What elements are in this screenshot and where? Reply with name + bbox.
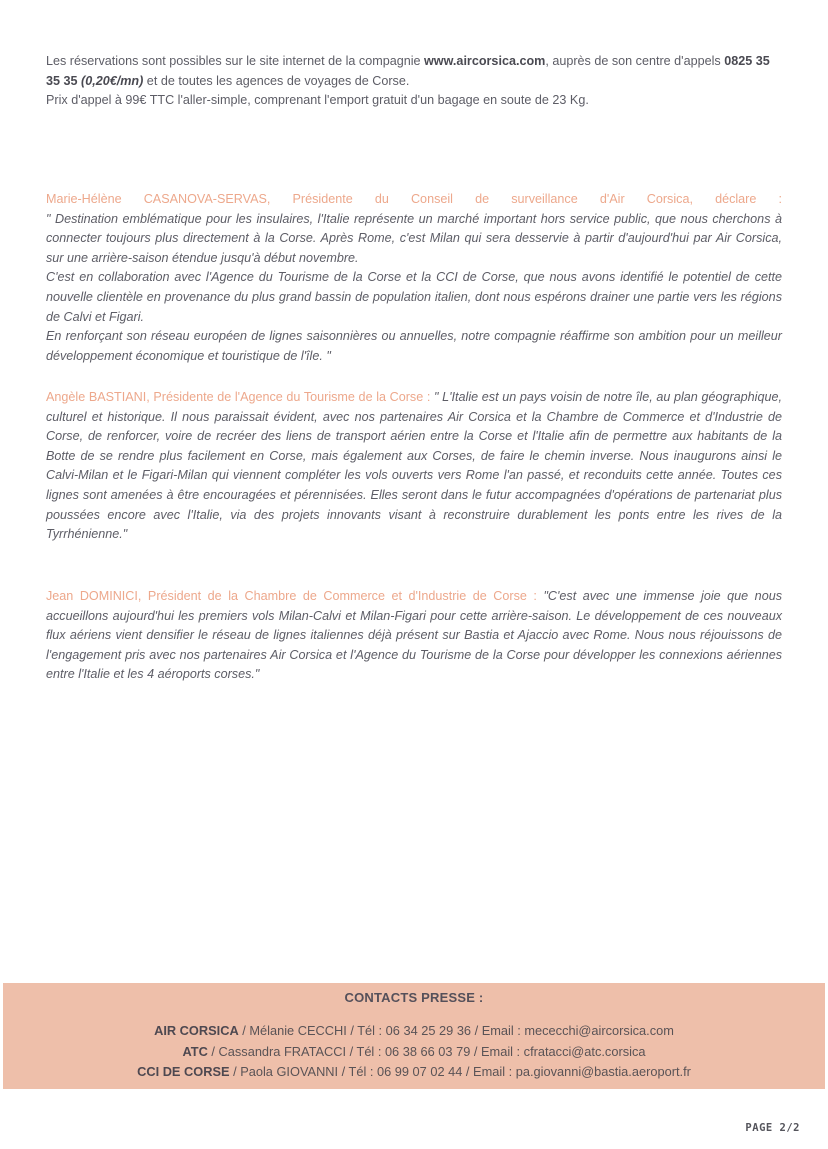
price-line: Prix d'appel à 99€ TTC l'aller-simple, comprenant l'emport gratuit d'un bagage en soute de 23 Kg. <box>46 93 589 108</box>
contact-line-atc <box>3 1042 825 1063</box>
quote-speaker: Marie-Hélène CASANOVA-SERVAS, Présidente du Conseil de surveillance d'Air Corsica, déclare : <box>46 192 782 206</box>
contact-org: ATC <box>182 1043 208 1059</box>
quote-paragraph: C'est en collaboration avec l'Agence du Tourisme de la Corse et la CCI de Corse, que nous avons identifié le potentiel de cette nouvelle clientèle en provenance du plus grand bassin de population italien, dont nous espérons drainer une partie vers les régions de Calvi et Figari. <box>46 270 782 324</box>
quote-speaker: Angèle BASTIANI, Présidente de l'Agence du Tourisme de la Corse : <box>46 390 435 404</box>
quote-text: "C'est avec une immense joie que nous accueillons aujourd'hui les premiers vols Milan-Calvi et Milan-Figari pour cette arrière-saison. Le développement de ces nouveaux flux aériens vient densifier le réseau de lignes italiennes déjà présent sur Bastia et Ajaccio avec Rome. Nous nous réjouissons de l'engagement pris avec nos partenaires Air Corsica et l'Agence du Tourisme de la Corse pour développer les connexions aériennes entre l'Italie et les 4 aéroports corses." <box>46 589 782 682</box>
booking-text-3: et de toutes les agences de voyages de Corse. <box>143 73 410 88</box>
website-link[interactable]: www.aircorsica.com <box>424 54 546 68</box>
quote-paragraph: " Destination emblématique pour les insulaires, l'Italie représente un marché important hors service public, que nous cherchons à connecter toujours plus directement à la Corse. Après Rome, c'est Milan qui sera desservie à partir d'aujourd'hui par Air Corsica, sur une arrière-saison étendue jusqu'à début novembre. <box>46 211 782 265</box>
quote-dominici <box>46 587 782 685</box>
contact-line-cci-corse <box>3 1062 825 1083</box>
quote-casanova-servas <box>46 190 782 366</box>
contact-details[interactable]: / Cassandra FRATACCI / Tél : 06 38 66 03 79 / Email : cfratacci@atc.corsica <box>207 1043 646 1059</box>
quote-paragraph: En renforçant son réseau européen de lignes saisonnières ou annuelles, notre compagnie réaffirme son ambition pour un meilleur développement économique et touristique de l'île. " <box>46 329 782 363</box>
contact-org: AIR CORSICA <box>154 1023 239 1038</box>
booking-text-1: Les réservations sont possibles sur le site internet de la compagnie <box>46 54 425 68</box>
contact-org: CCI DE CORSE <box>137 1064 230 1079</box>
press-contacts-box <box>3 983 825 1089</box>
contact-details[interactable]: / Mélanie CECCHI / Tél : 06 34 25 29 36 / Email : mececchi@aircorsica.com <box>238 1023 674 1038</box>
quote-bastiani <box>46 388 782 545</box>
booking-text-2: , auprès de son centre d'appels <box>545 54 725 68</box>
call-center-phone: 0825 35 35 35 <box>46 54 770 88</box>
contact-line-air-corsica <box>3 1021 825 1042</box>
quote-text: " L'Italie est un pays voisin de notre île, au plan géographique, culturel et historique. Il nous paraissait évident, avec nos partenaires Air Corsica et la Chambre de Commerce et d'Industrie de Corse, de renforcer, voire de recréer des liens de transport aérien entre la Corse et l'Italie afin de permettre aux habitants de la Botte de se rendre plus facilement en Corse, mais également aux Corses, de faire le chemin inverse. Nous inaugurons ainsi le Calvi-Milan et le Figari-Milan qui viennent compléter les vols ouverts vers Rome l'an passé, et reconduits cette année. Toutes ces lignes sont amenées à être encouragées et pérennisées. Elles seront dans le futur accompagnées d'opérations de partenariat plus poussées encore avec l'Italie, via des projets innovants visant à reconstruire durablement les ponts entre les rives de la Tyrrhénienne." <box>46 390 782 542</box>
call-rate: (0,20€/mn) <box>81 73 144 88</box>
quote-speaker: Jean DOMINICI, Président de la Chambre de Commerce et d'Industrie de Corse : <box>46 589 544 603</box>
booking-info <box>46 52 782 111</box>
press-contacts-title: CONTACTS PRESSE : <box>344 990 484 1005</box>
contact-details[interactable]: / Paola GIOVANNI / Tél : 06 99 07 02 44 / Email : pa.giovanni@bastia.aeroport.fr <box>229 1064 691 1079</box>
page-number: PAGE 2/2 <box>745 1122 800 1134</box>
